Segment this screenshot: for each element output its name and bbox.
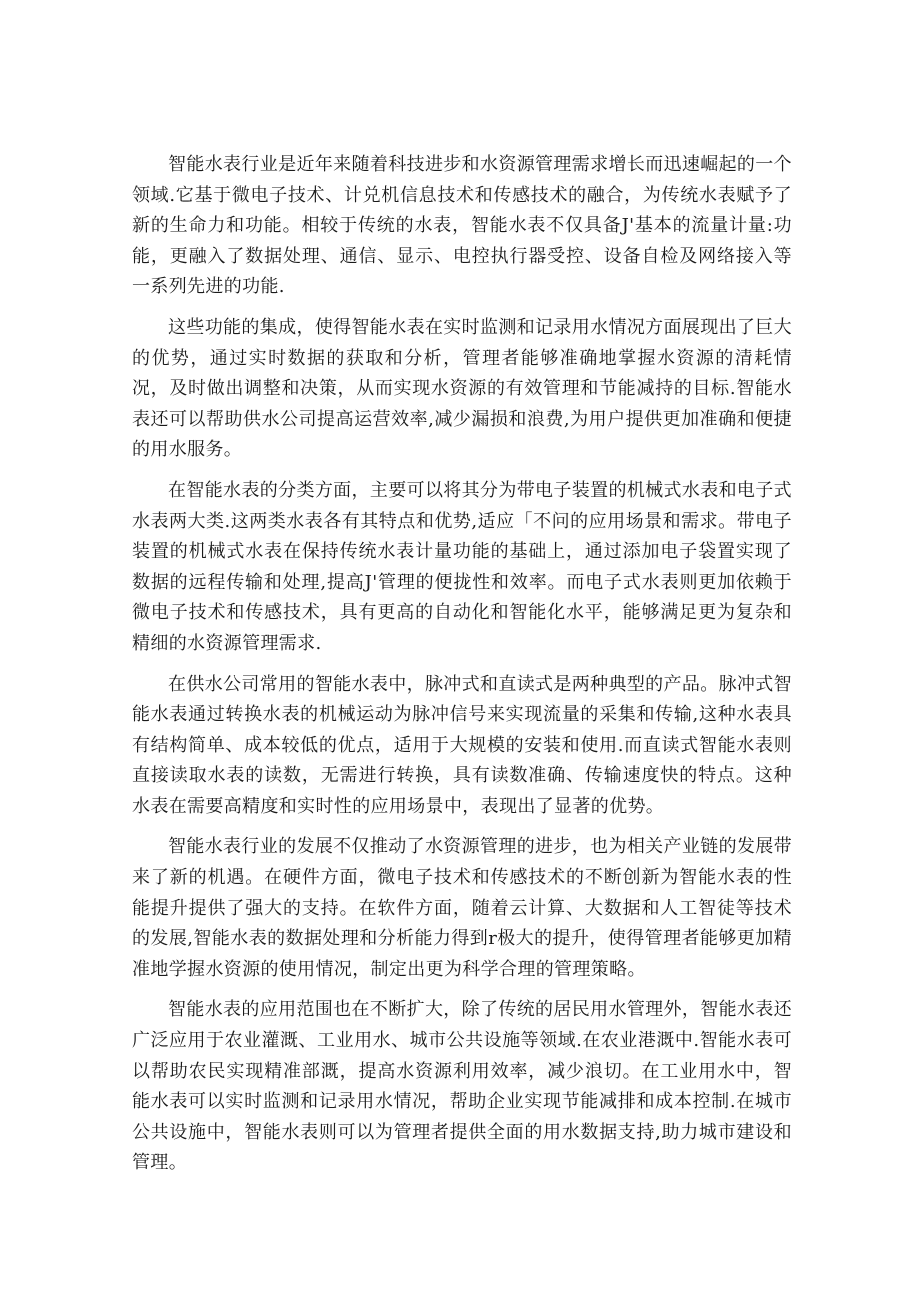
paragraph: 在智能水表的分类方面，主要可以将其分为带电子装置的机械式水表和电子式水表两大类.这两类水表各有其特点和优势,适应「不问的应用场景和需求。带电子装置的机械式水表在保持传统水表计量功能的基础上，通过添加电子袋置实现了数据的远程传输和处理,提高J'管理的便拢性和效率。而电子式水表则更加依赖于微电子技术和传感技术，具有更高的自动化和智能化水平，能够满足更为复杂和精细的水资源管理需求.	[132, 479, 792, 654]
paragraph: 在供水公司常用的智能水表中，脉冲式和直读式是两种典型的产品。脉冲式智能水表通过转换水表的机械运动为脉冲信号来实现流量的采集和传输,这种水表具有结构简单、成本较低的优点，适用于大规模的安装和使用.而直读式智能水表则直接读取水表的读数，无需进行转换，具有读数准确、传输速度快的特点。这种水表在需要高精度和实时性的应用场景中，表现出了显著的优势。	[132, 673, 792, 817]
paragraph: 智能水表行业的发展不仅推动了水资源管理的进步，也为相关产业链的发展带来了新的机遇。在硬件方面，微电子技术和传感技术的不断创新为智能水表的性能提升提供了强大的支持。在软件方面，随着云计算、大数据和人工智徒等技术的发展,智能水表的数据处理和分析能力得到r极大的提升，使得管理者能够更加精准地学握水资源的使用情况，制定出更为科学合理的管理策略。	[132, 836, 792, 980]
paragraph: 智能水表行业是近年来随着科技进步和水资源管理需求增长而迅速崛起的一个领域.它基于微电子技术、计兑机信息技术和传感技术的融合，为传统水表赋予了新的生命力和功能。相较于传统的水表，智能水表不仅具备J'基本的流量计量:功能，更融入了数据处理、通信、显示、电控执行器受控、设备自检及网络接入等一系列先进的功能.	[132, 154, 792, 298]
paragraph: 这些功能的集成，使得智能水表在实时监测和记录用水情况方面展现出了巨大的优势，通过实时数据的获取和分析，管理者能够准确地掌握水资源的清耗情况，及时做出调整和决策，从而实现水资源的有效管理和节能减持的目标.智能水表还可以帮助供水公司提高运营效率,减少漏损和浪费,为用户提供更加准确和便捷的用水服务。	[132, 316, 792, 461]
paragraph: 智能水表的应用范围也在不断扩大，除了传统的居民用水管理外，智能水表还广泛应用于农业灌溉、工业用水、城市公共设施等领域.在农业港溉中.智能水表可以帮助农民实现精准部溉，提高水资源利用效率，减少浪切。在工业用水中，智能水表可以实时监测和记录用水情况，帮助企业实现节能减排和成本控制.在城市公共设施中，智能水表则可以为管理者提供全面的用水数据支持,助力城市建设和管理。	[132, 999, 792, 1174]
document-body	[132, 150, 792, 1189]
